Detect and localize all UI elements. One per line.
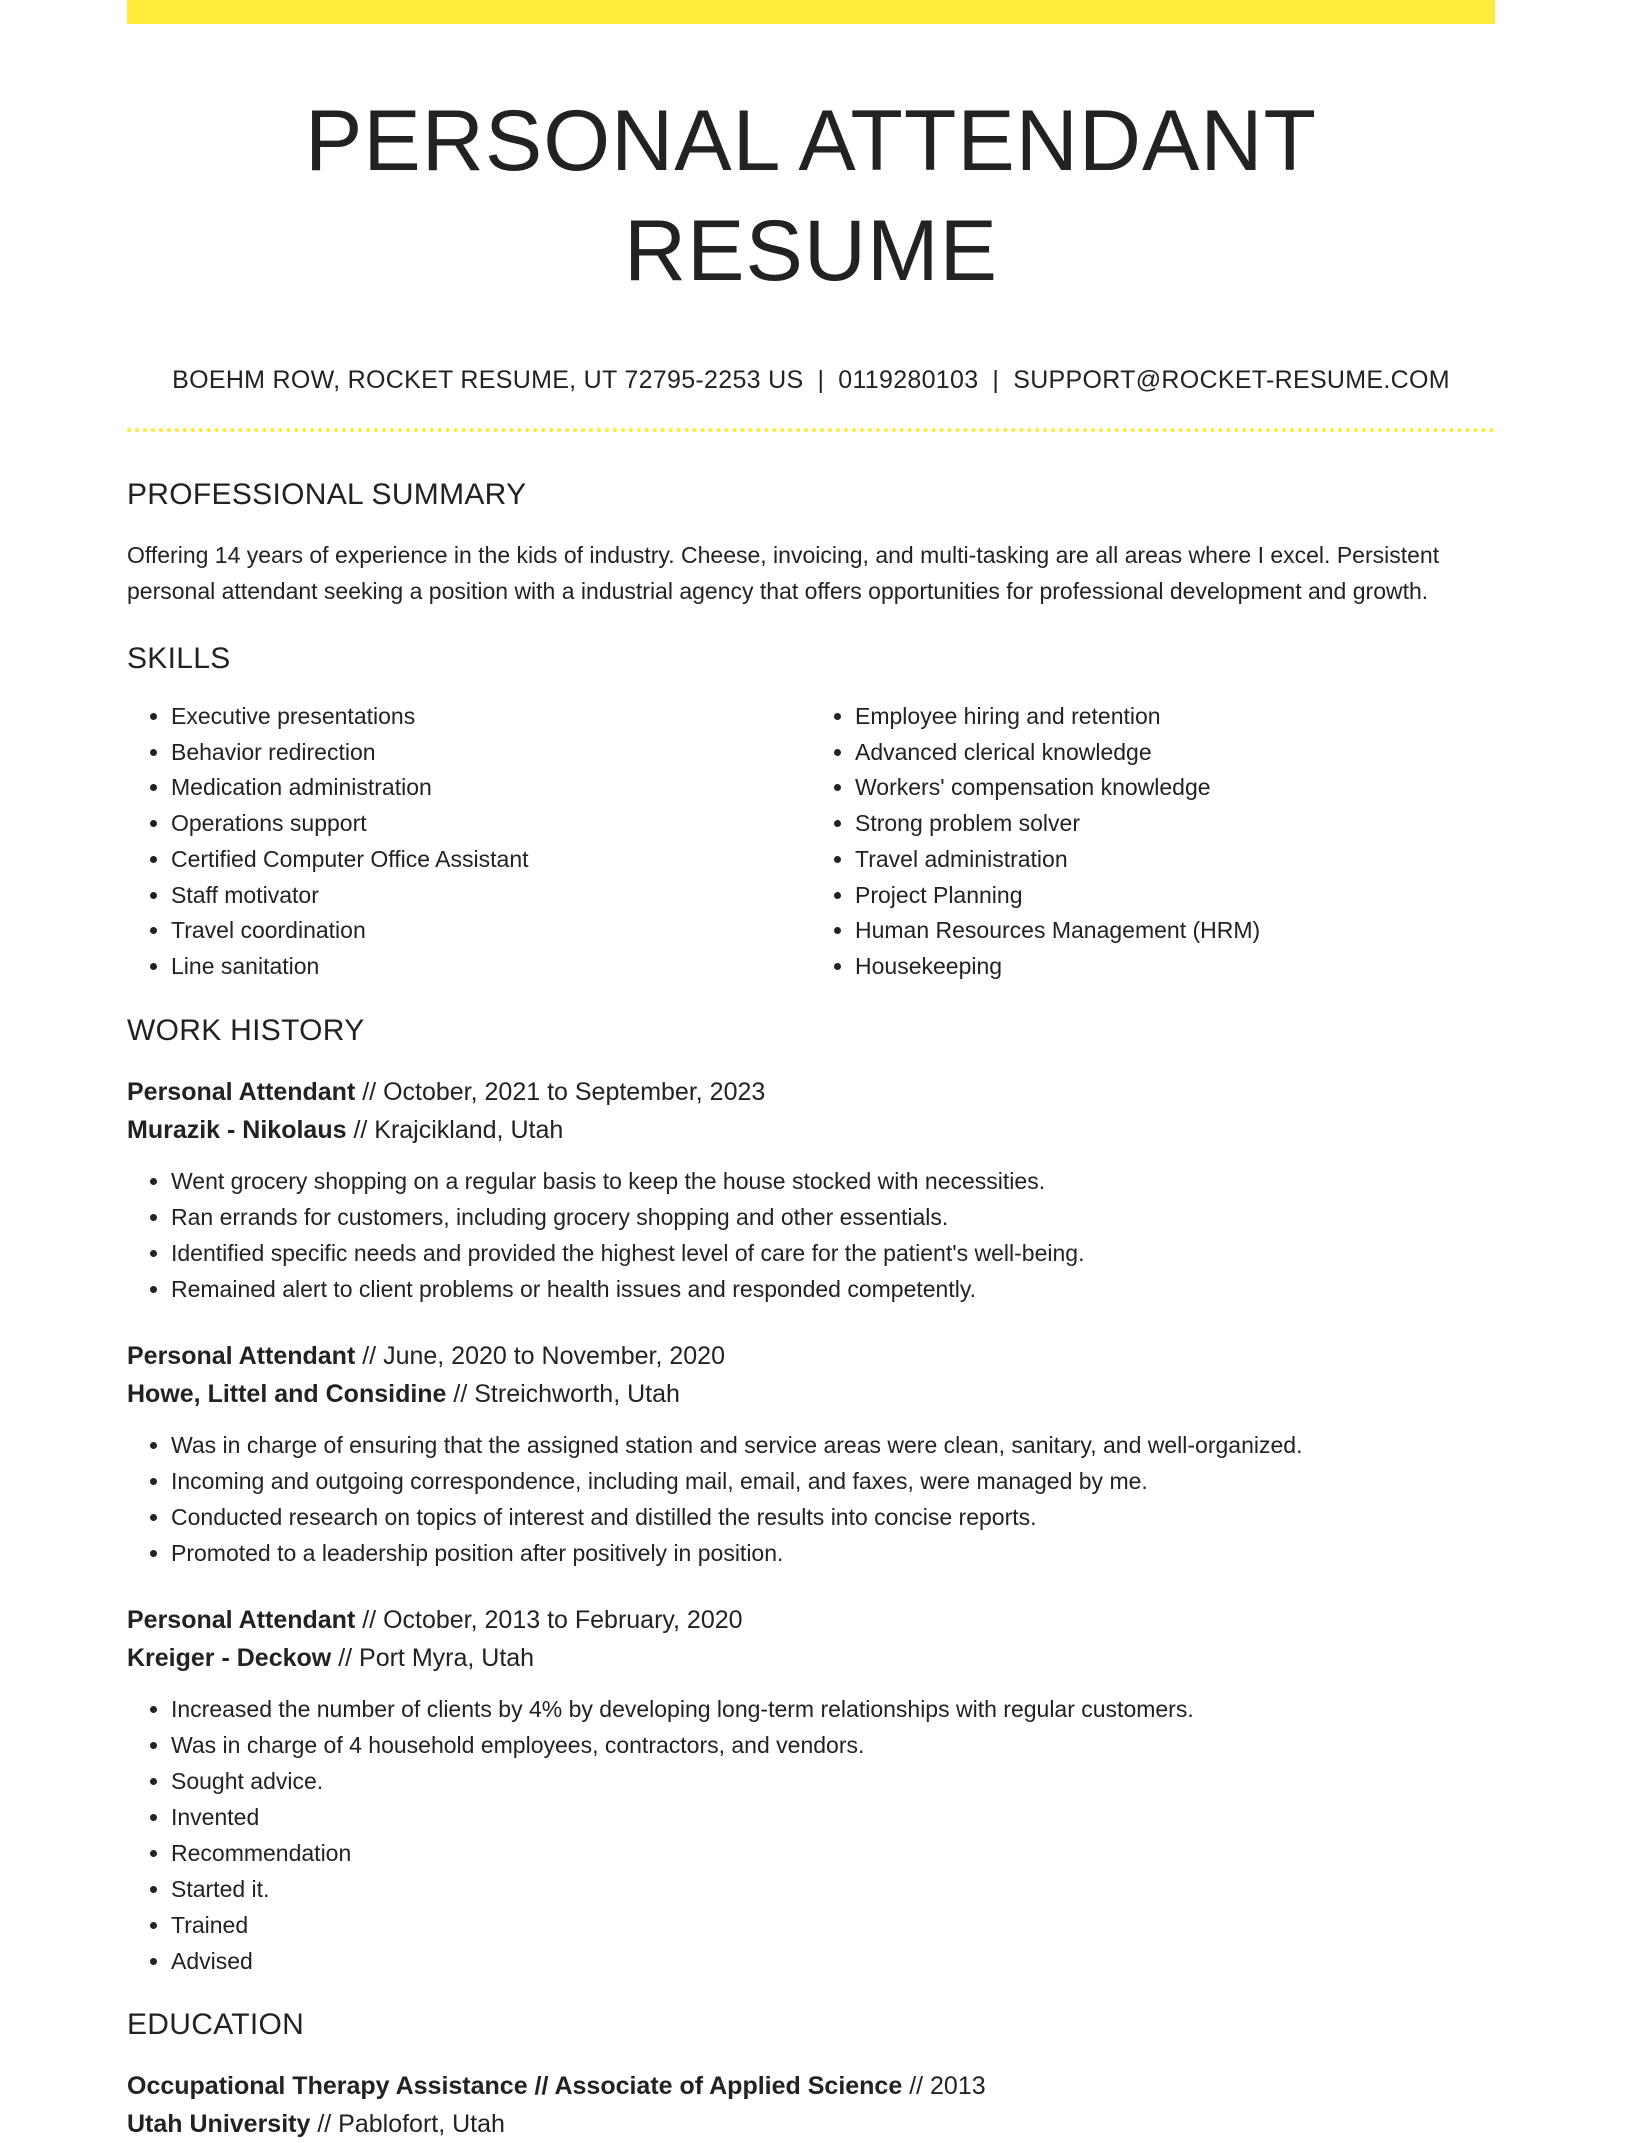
skill-item: • Line sanitation: [171, 949, 811, 985]
skills-section: [127, 639, 1495, 985]
job-bullet: • Trained: [171, 1907, 1495, 1943]
job-bullets: [127, 1691, 1495, 1979]
education-location: // Pablofort, Utah: [310, 2109, 505, 2138]
skill-item: • Behavior redirection: [171, 735, 811, 771]
job-title-line: [127, 1337, 1495, 1375]
contact-address: BOEHM ROW, ROCKET RESUME, UT 72795-2253 US: [172, 366, 804, 394]
summary-text: Offering 14 years of experience in the kids of industry. Cheese, invoicing, and multi-tasking are all areas where I excel. Persistent personal attendant seeking a position with a industrial agency that offers opportunities for professional development and growth.: [127, 542, 1440, 604]
skill-item: • Human Resources Management (HRM): [855, 913, 1495, 949]
job-bullet: • Advised: [171, 1943, 1495, 1979]
job-entry: [127, 1073, 1495, 1307]
skill-item: • Travel administration: [855, 842, 1495, 878]
job-bullet: • Invented: [171, 1799, 1495, 1835]
education-entry: [127, 2067, 1495, 2143]
education-section: [127, 2005, 1495, 2143]
job-bullet: • Incoming and outgoing correspondence, including mail, email, and faxes, were managed by me.: [171, 1463, 1495, 1499]
job-bullet: • Was in charge of ensuring that the assigned station and service areas were clean, sanitary, and well-organized.: [171, 1427, 1495, 1463]
job-bullet: • Remained alert to client problems or health issues and responded competently.: [171, 1271, 1495, 1307]
skill-item: • Executive presentations: [171, 699, 811, 735]
job-bullet: • Went grocery shopping on a regular basis to keep the house stocked with necessities.: [171, 1163, 1495, 1199]
job-company-line: [127, 1639, 1495, 1677]
resume-title: PERSONAL ATTENDANT RESUME: [305, 93, 1317, 299]
education-year: // 2013: [902, 2071, 986, 2100]
skills-heading: SKILLS: [127, 642, 231, 675]
summary-heading: PROFESSIONAL SUMMARY: [127, 478, 527, 511]
skills-columns: [127, 699, 1495, 985]
skill-item: • Certified Computer Office Assistant: [171, 842, 811, 878]
job-dates: // October, 2021 to September, 2023: [355, 1077, 766, 1106]
education-school: Utah University: [127, 2109, 311, 2138]
job-bullet: • Sought advice.: [171, 1763, 1495, 1799]
job-title-line: [127, 1073, 1495, 1111]
skill-item: • Advanced clerical knowledge: [855, 735, 1495, 771]
job-location: // Streichworth, Utah: [446, 1379, 680, 1408]
skill-item: • Medication administration: [171, 770, 811, 806]
education-heading: EDUCATION: [127, 2007, 305, 2041]
job-company: Howe, Littel and Considine: [127, 1379, 447, 1408]
skill-item: • Travel coordination: [171, 913, 811, 949]
skills-left-list: [127, 699, 811, 985]
education-school-line: [127, 2105, 1495, 2143]
job-title-line: [127, 1601, 1495, 1639]
job-bullet: • Identified specific needs and provided the highest level of care for the patient's well-being.: [171, 1235, 1495, 1271]
education-degree-line: [127, 2067, 1495, 2105]
contact-line: [127, 360, 1495, 400]
skills-right-list: [811, 699, 1495, 985]
skill-item: • Staff motivator: [171, 878, 811, 914]
education-degree: Occupational Therapy Assistance // Associate of Applied Science: [127, 2071, 903, 2100]
job-bullet: • Increased the number of clients by 4% by developing long-term relationships with regular customers.: [171, 1691, 1495, 1727]
job-bullet: • Promoted to a leadership position after positively in position.: [171, 1535, 1495, 1571]
contact-email: SUPPORT@ROCKET-RESUME.COM: [1013, 366, 1450, 394]
job-bullet: • Conducted research on topics of interest and distilled the results into concise reports.: [171, 1499, 1495, 1535]
work-history-section: [127, 1011, 1495, 1979]
job-company-line: [127, 1375, 1495, 1413]
job-entry: [127, 1337, 1495, 1571]
skill-item: • Employee hiring and retention: [855, 699, 1495, 735]
skill-item: • Workers' compensation knowledge: [855, 770, 1495, 806]
job-bullet: • Recommendation: [171, 1835, 1495, 1871]
contact-separator: |: [817, 366, 825, 394]
resume-page: [127, 0, 1495, 2143]
job-company-line: [127, 1111, 1495, 1149]
job-bullet: • Was in charge of 4 household employees, contractors, and vendors.: [171, 1727, 1495, 1763]
job-dates: // June, 2020 to November, 2020: [355, 1341, 725, 1370]
job-bullet: • Ran errands for customers, including grocery shopping and other essentials.: [171, 1199, 1495, 1235]
job-company: Kreiger - Deckow: [127, 1643, 332, 1672]
job-location: // Port Myra, Utah: [331, 1643, 535, 1672]
summary-section: [127, 475, 1495, 609]
job-title: Personal Attendant: [127, 1341, 356, 1370]
dotted-divider: [127, 428, 1495, 432]
job-location: // Krajcikland, Utah: [346, 1115, 564, 1144]
skill-item: • Housekeeping: [855, 949, 1495, 985]
job-bullets: [127, 1163, 1495, 1307]
job-dates: // October, 2013 to February, 2020: [355, 1605, 743, 1634]
contact-phone: 0119280103: [838, 366, 979, 394]
skill-item: • Strong problem solver: [855, 806, 1495, 842]
job-title: Personal Attendant: [127, 1077, 356, 1106]
top-accent-bar: [127, 0, 1495, 24]
skill-item: • Project Planning: [855, 878, 1495, 914]
job-bullets: [127, 1427, 1495, 1571]
job-entry: [127, 1601, 1495, 1979]
job-title: Personal Attendant: [127, 1605, 356, 1634]
work-history-heading: WORK HISTORY: [127, 1013, 365, 1047]
contact-separator: |: [992, 366, 1000, 394]
job-company: Murazik - Nikolaus: [127, 1115, 347, 1144]
job-bullet: • Started it.: [171, 1871, 1495, 1907]
skill-item: • Operations support: [171, 806, 811, 842]
